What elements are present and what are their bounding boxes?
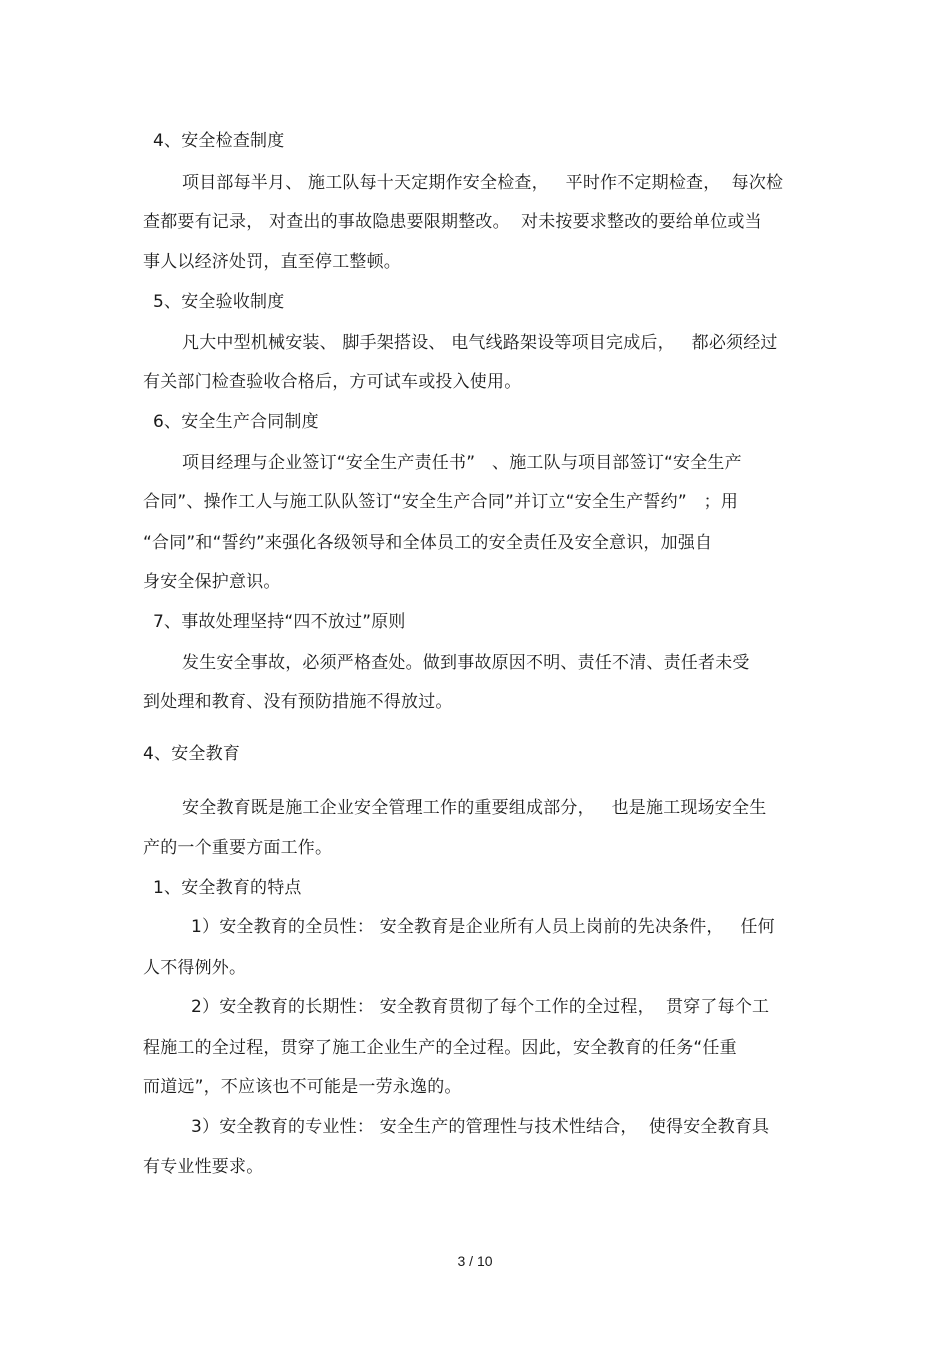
paragraph-line: 项目部每半月、 施工队每十天定期作安全检查， 平时作不定期检查， 每次检 <box>182 173 784 193</box>
heading-safety-contract: 6、安全生产合同制度 <box>153 412 319 432</box>
paragraph-line: 有专业性要求。 <box>143 1157 264 1177</box>
heading-safety-education: 4、安全教育 <box>143 744 241 764</box>
paragraph-line: 程施工的全过程，贯穿了施工企业生产的全过程。因此，安全教育的任务“任重 <box>143 1038 737 1058</box>
heading-accident-handling: 7、事故处理坚持“四不放过”原则 <box>153 612 406 632</box>
paragraph-line: 有关部门检查验收合格后，方可试车或投入使用。 <box>143 372 522 392</box>
heading-safety-inspection: 4、安全检查制度 <box>153 131 285 151</box>
paragraph-line: 人不得例外。 <box>143 958 247 978</box>
paragraph-line: 2）安全教育的长期性： 安全教育贯彻了每个工作的全过程， 贯穿了每个工 <box>191 997 770 1017</box>
paragraph-line: 项目经理与企业签订“安全生产责任书” 、施工队与项目部签订“安全生产 <box>182 453 742 473</box>
paragraph-line: 到处理和教育、没有预防措施不得放过。 <box>143 692 453 712</box>
paragraph-line: “合同”和“誓约”来强化各级领导和全体员工的安全责任及安全意识，加强自 <box>143 533 713 553</box>
page-number: 3 / 10 <box>457 1253 493 1269</box>
paragraph-line: 查都要有记录， 对查出的事故隐患要限期整改。 对未按要求整改的要给单位或当 <box>143 212 762 232</box>
paragraph-line: 而道远”，不应该也不可能是一劳永逸的。 <box>143 1077 462 1097</box>
paragraph-line: 产的一个重要方面工作。 <box>143 838 333 858</box>
paragraph-line: 身安全保护意识。 <box>143 572 281 592</box>
heading-education-features: 1、安全教育的特点 <box>153 878 302 898</box>
paragraph-line: 发生安全事故，必须严格查处。做到事故原因不明、责任不清、责任者未受 <box>182 653 750 673</box>
paragraph-line: 凡大中型机械安装、 脚手架搭设、 电气线路架设等项目完成后， 都必须经过 <box>182 333 778 353</box>
paragraph-line: 3）安全教育的专业性： 安全生产的管理性与技术性结合， 使得安全教育具 <box>191 1117 770 1137</box>
paragraph-line: 1）安全教育的全员性： 安全教育是企业所有人员上岗前的先决条件， 任何 <box>191 917 775 937</box>
paragraph-line: 合同”、操作工人与施工队队签订“安全生产合同”并订立“安全生产誓约” ；用 <box>143 492 739 512</box>
paragraph-line: 安全教育既是施工企业安全管理工作的重要组成部分， 也是施工现场安全生 <box>182 798 767 818</box>
paragraph-line: 事人以经济处罚，直至停工整顿。 <box>143 252 401 272</box>
heading-safety-acceptance: 5、安全验收制度 <box>153 292 285 312</box>
